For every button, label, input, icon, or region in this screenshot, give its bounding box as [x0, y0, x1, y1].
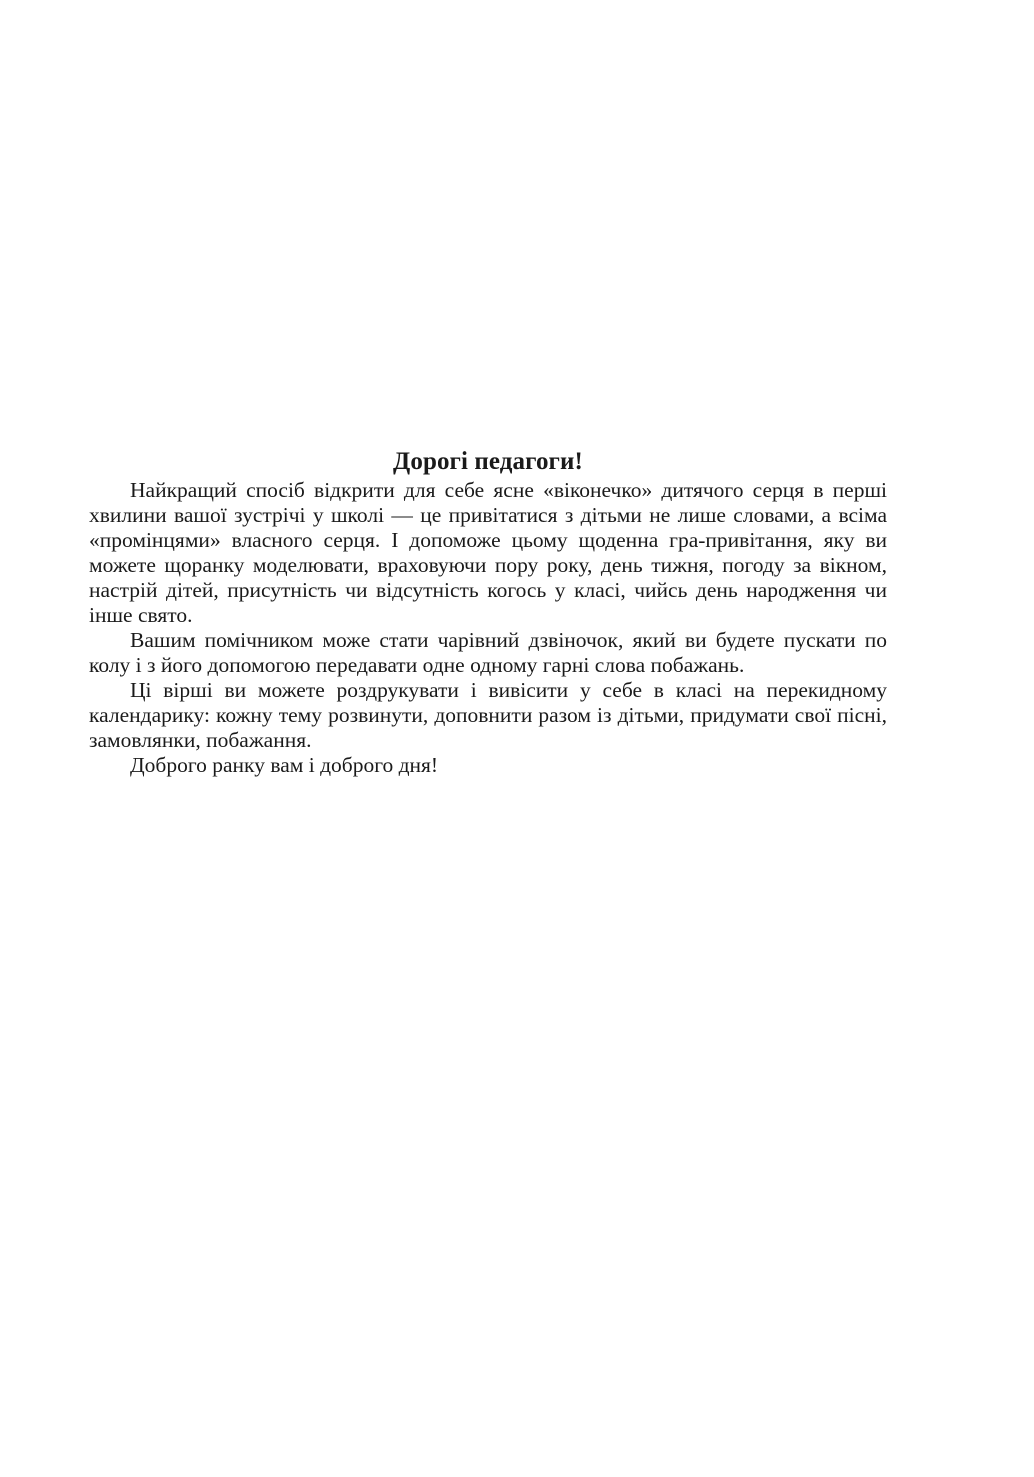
paragraph-closing: Доброго ранку вам і доброго дня!: [130, 753, 439, 777]
paragraph-bell: Вашим помічником може стати чарівний дзвіночок, який ви будете пускати по колу і з його допомогою передавати одне одному гарні слова побажань.: [89, 628, 887, 677]
paragraph-calendar: Ці вірші ви можете роздрукувати і вивісити у себе в класі на перекидному календарику: кожну тему розвинути, доповнити разом із дітьми, придумати свої пісні, замовлянки, побажання.: [89, 678, 887, 752]
text-block: [89, 446, 887, 778]
paragraph-intro: Найкращий спосіб відкрити для себе ясне «віконечко» дитячого серця в перші хвилини вашої зустрічі у школі — це привітатися з дітьми не лише словами, а всіма «промінцями» власного серця. І допоможе цьому щоденна гра-привітання, яку ви можете щоранку моделювати, враховуючи пору року, день тижня, погоду за вікном, настрій дітей, присутність чи відсутність когось у класі, чийсь день народження чи інше свято.: [89, 478, 887, 627]
page-title: Дорогі педагоги!: [393, 448, 583, 475]
